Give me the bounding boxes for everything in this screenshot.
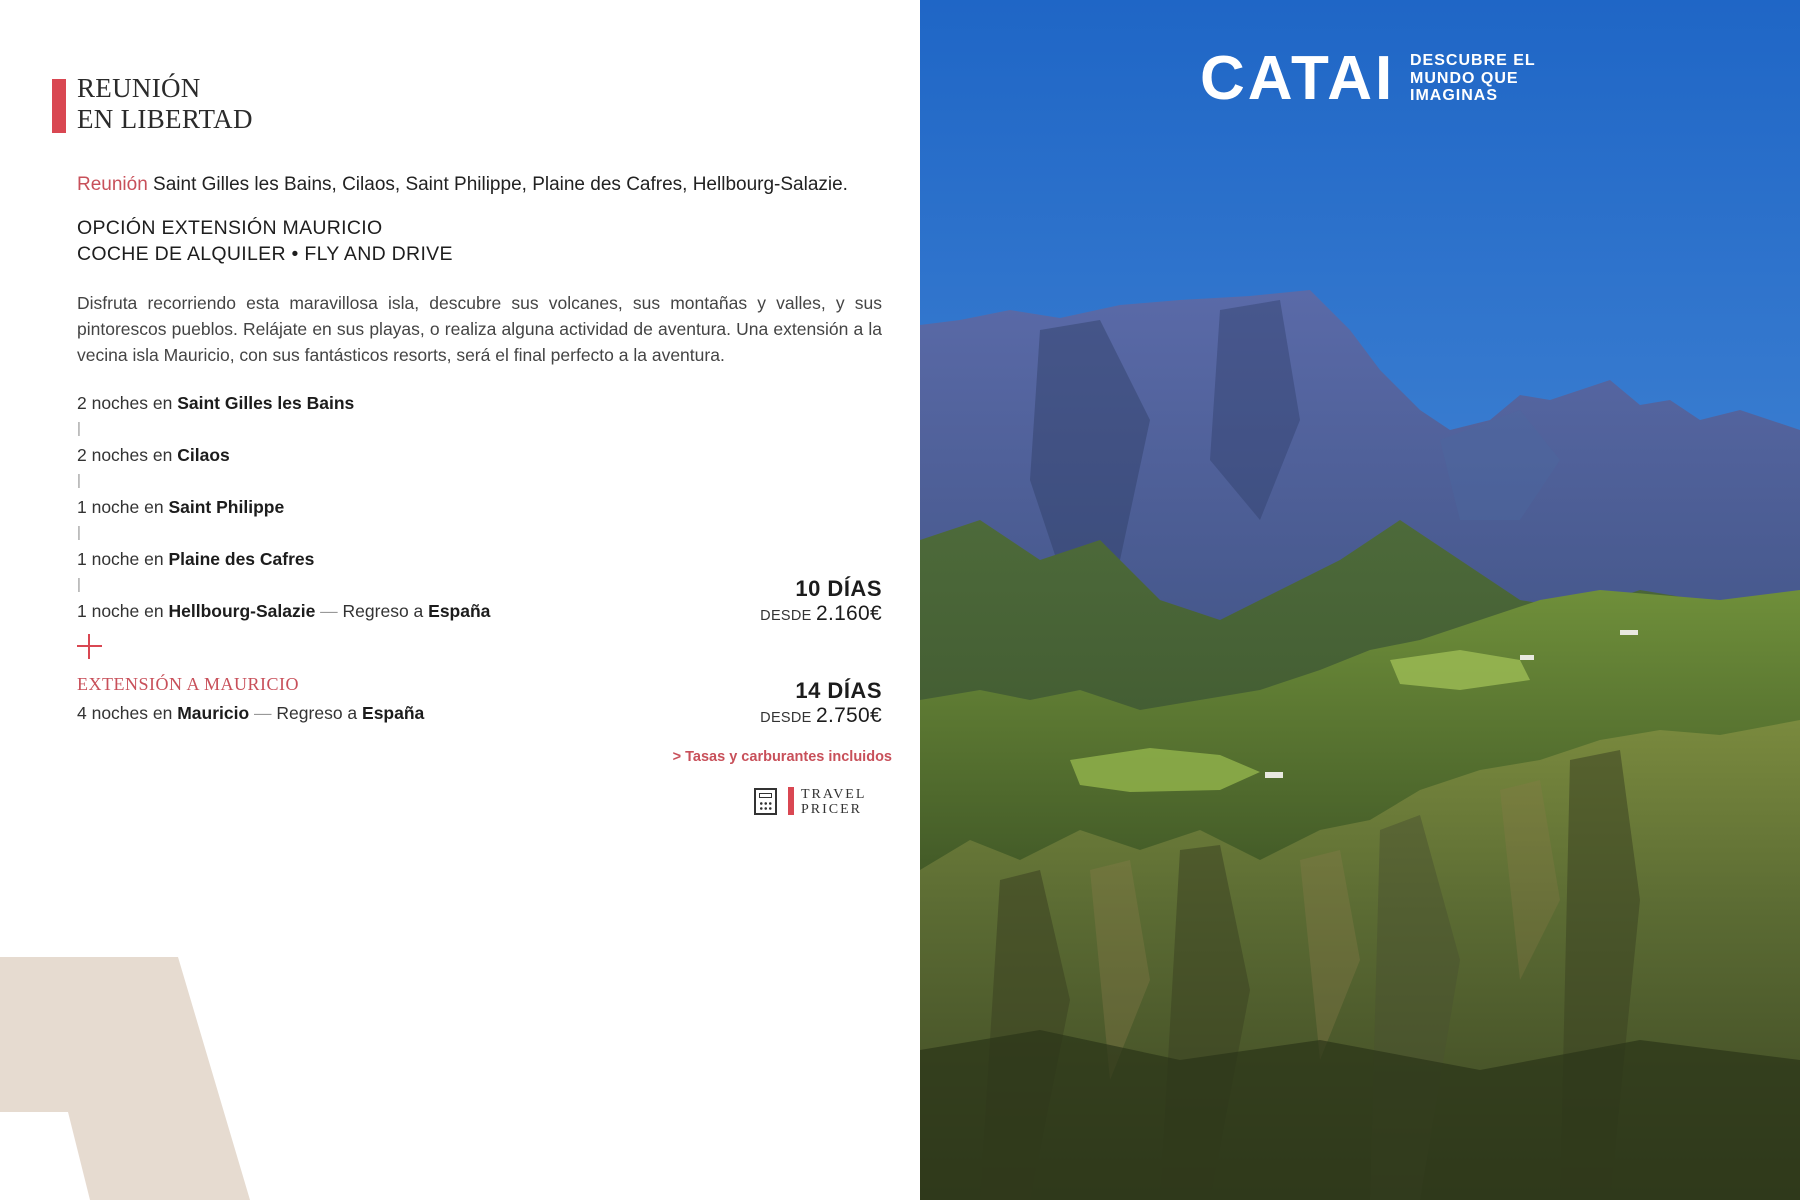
stop-place: Cilaos: [177, 445, 230, 465]
price-10-days: [760, 576, 882, 628]
price-days: 14 DÍAS: [795, 678, 882, 703]
itinerary-separator: |: [77, 420, 81, 437]
price-from: [760, 704, 882, 730]
extension-place: Mauricio: [177, 703, 250, 723]
pricer-line-1: TRAVEL: [801, 787, 867, 802]
itinerary-stop: [77, 494, 490, 520]
stop-place: Saint Gilles les Bains: [177, 393, 355, 413]
itinerary-stop: [77, 598, 490, 624]
mountain-illustration: [920, 0, 1800, 1200]
extension-title: EXTENSIÓN A MAURICIO: [77, 674, 300, 694]
price-from: [760, 602, 882, 628]
price-from-label: DESDE: [760, 710, 816, 726]
stop-nights: 2 noches en: [77, 445, 178, 465]
price-days: 10 DÍAS: [795, 576, 882, 601]
tagline-line-1: DESCUBRE EL: [1410, 52, 1536, 69]
trip-options: [77, 215, 453, 267]
itinerary: [77, 390, 490, 624]
extension-dash: —: [249, 703, 277, 723]
stop-place: Saint Philippe: [168, 497, 285, 517]
calculator-icon: [754, 788, 777, 815]
itinerary-stop: [77, 546, 490, 572]
stop-nights: 1 noche en: [77, 601, 169, 621]
trip-description: Disfruta recorriendo esta maravillosa isla, descubre sus volcanes, sus montañas y valles, y sus pintorescos pueblos. Relájate en sus playas, o realiza alguna actividad de aventura. Una extensión a la vecina isla Mauricio, con sus fantásticos resorts, será el final perfecto a la aventura.: [77, 293, 882, 365]
route-accent: Reunión: [77, 174, 148, 195]
stop-nights: 1 noche en: [77, 497, 169, 517]
title-line-1: REUNIÓN: [77, 73, 201, 103]
taxes-included-link[interactable]: > Tasas y carburantes incluidos: [672, 749, 892, 765]
price-amount: 2.160€: [815, 602, 882, 625]
itinerary-stop: [77, 442, 490, 468]
option-line-2: COCHE DE ALQUILER • FLY AND DRIVE: [77, 243, 453, 265]
stop-nights: 1 noche en: [77, 549, 169, 569]
tagline-line-2: MUNDO QUE: [1410, 69, 1519, 87]
decorative-shape: [0, 957, 250, 1200]
pricer-line-2: PRICER: [801, 802, 863, 817]
brand-name: CATAI: [1200, 44, 1396, 113]
landscape-photo: [920, 0, 1800, 1200]
itinerary-separator: |: [77, 472, 81, 489]
price-amount: 2.750€: [815, 704, 882, 727]
option-line-1: OPCIÓN EXTENSIÓN MAURICIO: [77, 217, 383, 239]
pricer-accent-bar: [788, 787, 794, 815]
stop-dash: —: [315, 601, 343, 621]
extension-return: Regreso a: [276, 703, 363, 723]
itinerary-stop: [77, 390, 490, 416]
stop-place: Hellbourg-Salazie: [168, 601, 316, 621]
plus-icon: [77, 634, 102, 659]
price-from-label: DESDE: [760, 608, 816, 624]
title-line-2: EN LIBERTAD: [77, 104, 253, 134]
stop-return: Regreso a: [342, 601, 429, 621]
stop-nights: 2 noches en: [77, 393, 178, 413]
brand-logo[interactable]: [1200, 44, 1540, 113]
route-places: Saint Gilles les Bains, Cilaos, Saint Philippe, Plaine des Cafres, Hellbourg-Salazie.: [147, 174, 848, 195]
itinerary-separator: |: [77, 524, 81, 541]
price-14-days: [760, 678, 882, 730]
tagline-line-3: IMAGINAS: [1410, 87, 1498, 104]
brand-tagline: [1410, 52, 1536, 105]
travel-pricer-logo[interactable]: [754, 786, 882, 816]
stop-place: Plaine des Cafres: [168, 549, 315, 569]
title-text: [77, 73, 253, 135]
route-summary: [77, 174, 848, 196]
title-accent-bar: [52, 79, 66, 133]
extension-return-place: España: [362, 703, 425, 723]
extension-nights: 4 noches en: [77, 703, 178, 723]
itinerary-separator: |: [77, 576, 81, 593]
extension-stop: [77, 700, 424, 726]
pricer-text: [801, 787, 866, 817]
stop-return-place: España: [428, 601, 491, 621]
